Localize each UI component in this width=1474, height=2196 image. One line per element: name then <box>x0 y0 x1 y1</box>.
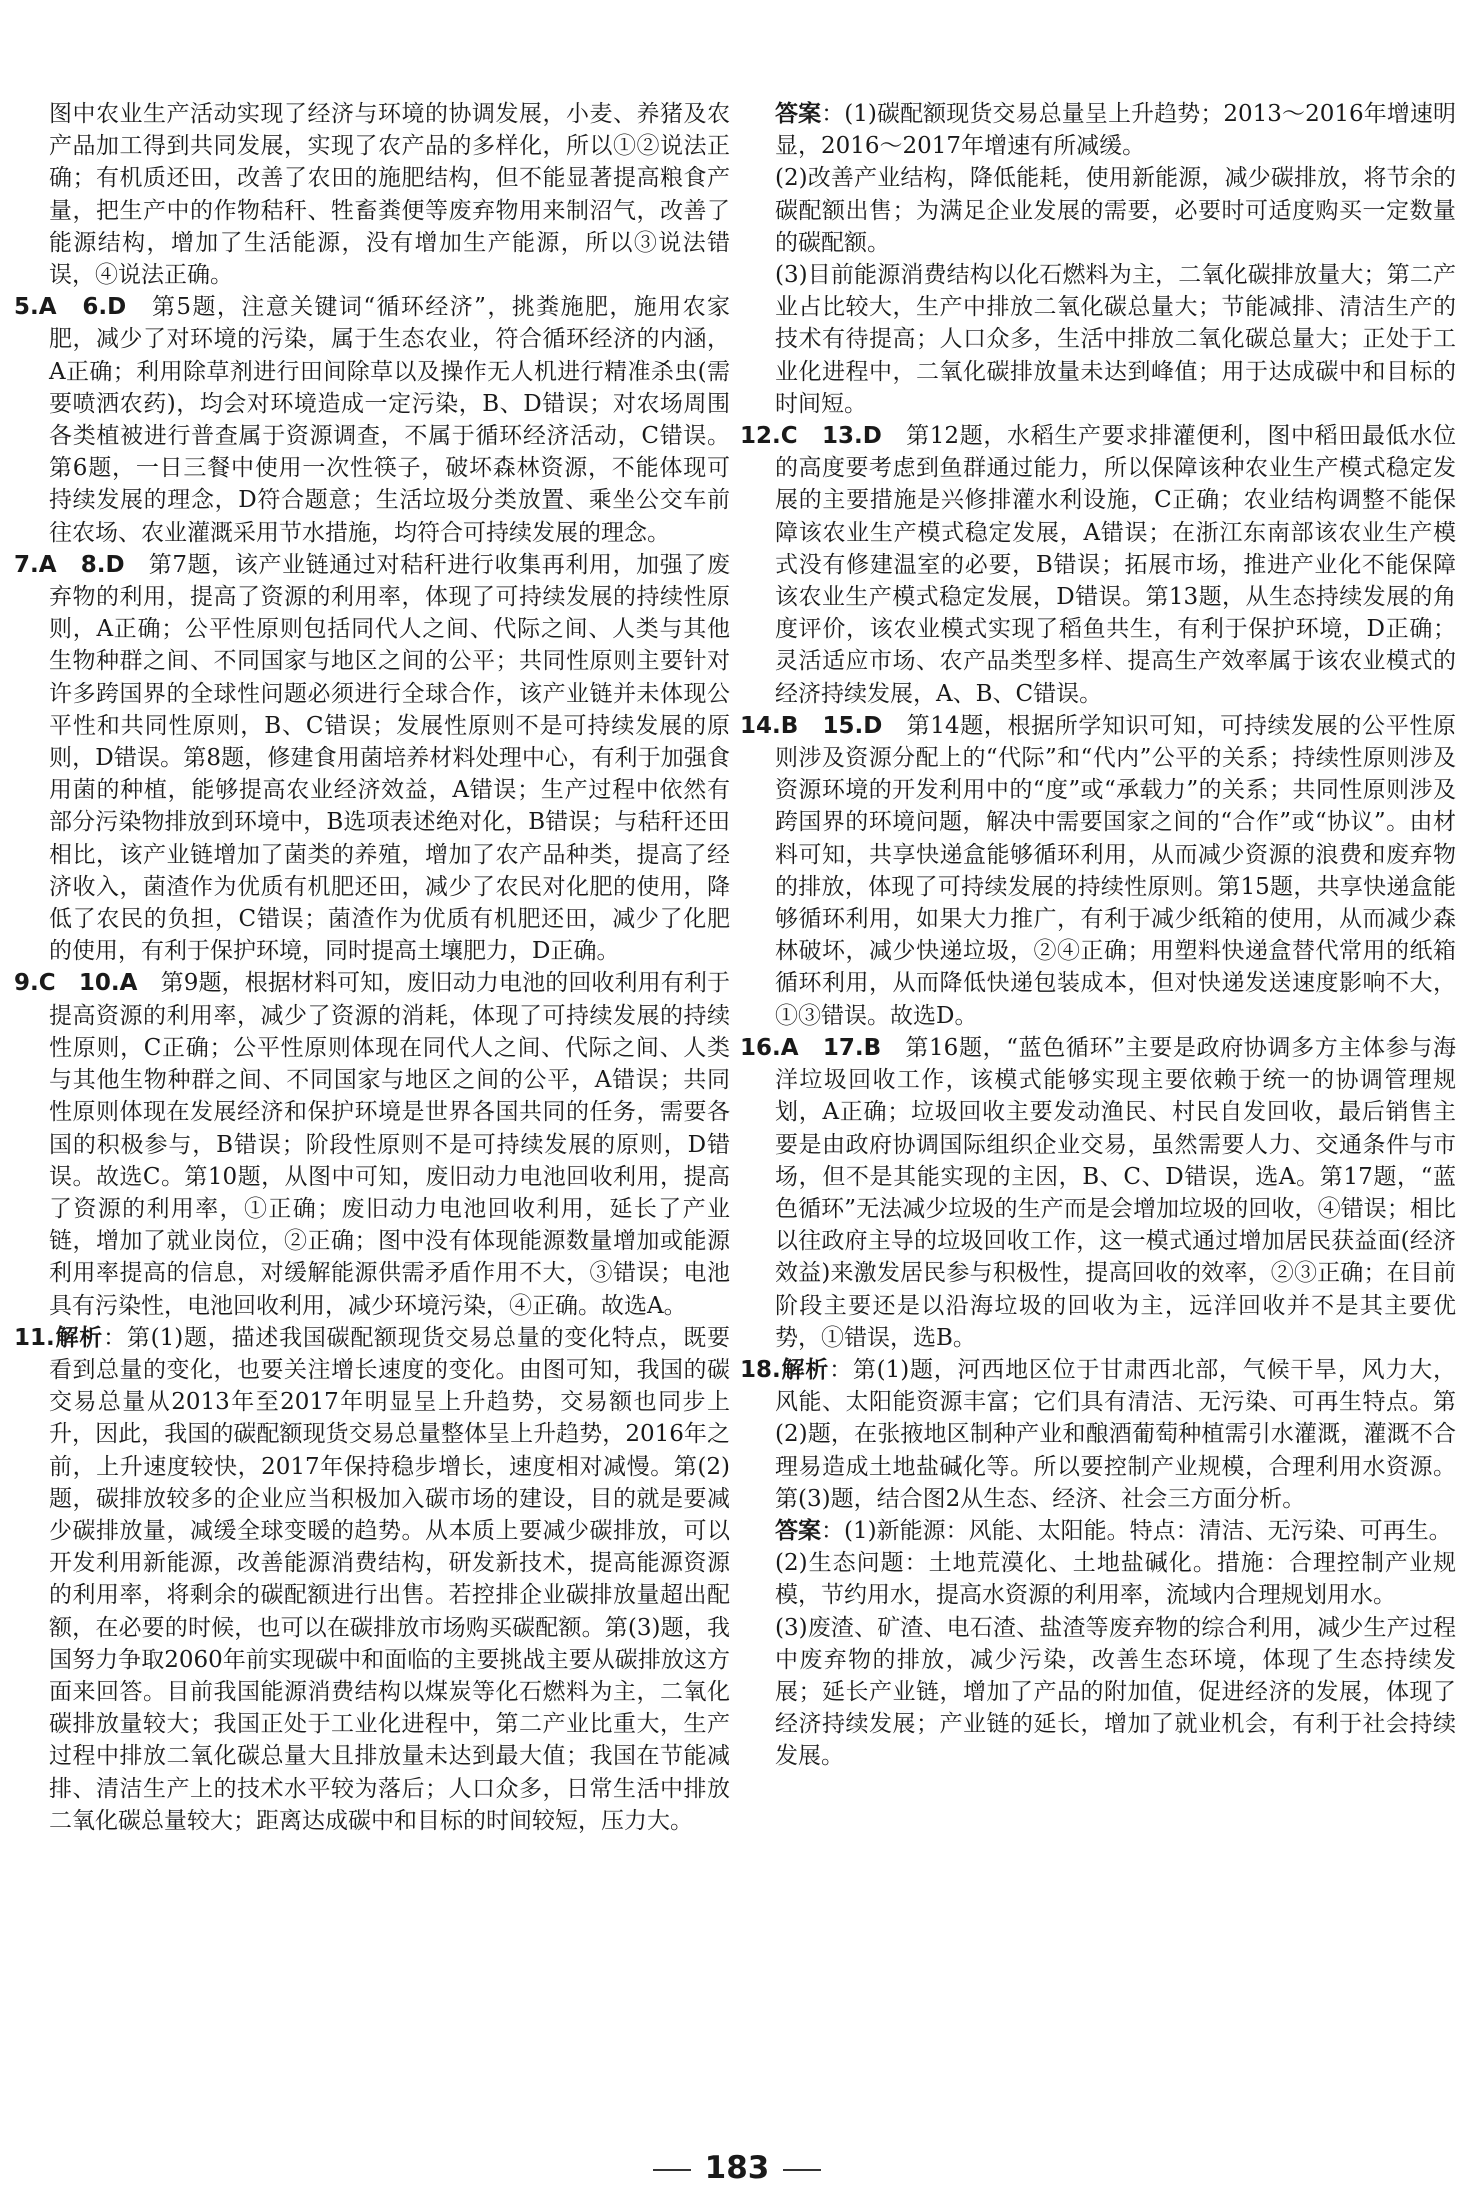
answer-text: ：(1)新能源：风能、太阳能。特点：清洁、无污染、可再生。 <box>821 1517 1452 1544</box>
answer-explanation: ：第(1)题，河西地区位于甘肃西北部，气候干旱，风力大，风能、太阳能资源丰富；它们具有清洁、无污染、可再生特点。第(2)题，在张掖地区制种产业和酿酒葡萄种植需引水灌溉，灌溉不合理易造成土地盐碱化等。所以要控制产业规模，合理利用水资源。第(3)题，结合图2从生态、经济、社会三方面分析。 <box>775 1356 1456 1512</box>
answer-label: 答案 <box>775 101 822 127</box>
answer-11-part-1 <box>740 98 1456 162</box>
answer-explanation: 第7题，该产业链通过对秸秆进行收集再利用，加强了废弃物的利用，提高了资源的利用率，体现了可持续发展的持续性原则，A正确；公平性原则包括同代人之间、代际之间、人类与其他生物种群之间、不同国家与地区之间的公平；共同性原则主要针对许多跨国界的全球性问题必须进行全球合作，该产业链并未体现公平性和共同性原则，B、C错误；发展性原则不是可持续发展的原则，D错误。第8题，修建食用菌培养材料处理中心，有利于加强食用菌的种植，能够提高农业经济效益，A错误；生产过程中依然有部分污染物排放到环境中，B选项表述绝对化，B错误；与秸秆还田相比，该产业链增加了菌类的养殖，增加了农产品种类，提高了经济收入，菌渣作为优质有机肥还田，减少了农民对化肥的使用，降低了农民的负担，C错误；菌渣作为优质有机肥还田，减少了化肥的使用，有利于保护环境，同时提高土壤肥力，D正确。 <box>49 551 730 965</box>
answer-key: 12.C 13.D <box>740 423 882 450</box>
answer-item-18-analysis <box>740 1354 1456 1515</box>
answer-item-9-10 <box>14 967 730 1321</box>
footer-dash-left <box>653 2169 691 2171</box>
answer-18-part-3: (3)废渣、矿渣、电石渣、盐渣等废弃物的综合利用，减少生产过程中废弃物的排放，减少污染，改善生态环境，体现了生态持续发展；延长产业链，增加了产品的附加值，促进经济的发展，体现了经济持续发展；产业链的延长，增加了就业机会，有利于社会持续发展。 <box>775 1614 1456 1770</box>
answer-label: 答案 <box>775 1517 821 1544</box>
answer-explanation: 第9题，根据材料可知，废旧动力电池的回收利用有利于提高资源的利用率，减少了资源的消耗，体现了可持续发展的持续性原则，C正确；公平性原则体现在同代人之间、代际之间、人类与其他生物种群之间、不同国家与地区之间的公平，A错误；共同性原则体现在发展经济和保护环境是世界各国共同的任务，需要各国的积极参与，B错误；阶段性原则不是可持续发展的原则，D错误。故选C。第10题，从图中可知，废旧动力电池回收利用，提高了资源的利用率，①正确；废旧动力电池回收利用，延长了产业链，增加了就业岗位，②正确；图中没有体现能源数量增加或能源利用率提高的信息，对缓解能源供需矛盾作用不大，③错误；电池具有污染性，电池回收利用，减少环境污染，④正确。故选A。 <box>49 970 730 1319</box>
answer-11-part-3: (3)目前能源消费结构以化石燃料为主，二氧化碳排放量大；第二产业占比较大，生产中排放二氧化碳总量大；节能减排、清洁生产的技术有待提高；人口众多，生活中排放二氧化碳总量大；正处于工业化进程中，二氧化碳排放量未达到峰值；用于达成碳中和目标的时间短。 <box>775 262 1456 417</box>
answer-key: 14.B 15.D <box>740 712 883 739</box>
answer-explanation: 第14题，根据所学知识可知，可持续发展的公平性原则涉及资源分配上的“代际”和“代内”公平的关系；持续性原则涉及资源环境的开发利用中的“度”或“承载力”的关系；共同性原则涉及跨国界的环境问题，解决中需要国家之间的“合作”或“协议”。由材料可知，共享快递盒能够循环利用，从而减少资源的浪费和废弃物的排放，体现了可持续发展的持续性原则。第15题，共享快递盒能够循环利用，如果大力推广，有利于减少纸箱的使用，从而减少森林破坏，减少快递垃圾，②④正确；用塑料快递盒替代常用的纸箱循环利用，从而降低快递包装成本，但对快递发送速度影响不大，①③错误。故选D。 <box>775 712 1456 1029</box>
answer-explanation: 第12题，水稻生产要求排灌便利，图中稻田最低水位的高度要考虑到鱼群通过能力，所以保障该种农业生产模式稳定发展的主要措施是兴修排灌水利设施，C正确；农业结构调整不能保障该农业生产模式稳定发展，A错误；在浙江东南部该农业生产模式没有修建温室的必要，B错误；拓展市场，推进产业化不能保障该农业生产模式稳定发展，D错误。第13题，从生态持续发展的角度评价，该农业模式实现了稻鱼共生，有利于保护环境，D正确；灵活适应市场、农产品类型多样、提高生产效率属于该农业模式的经济持续发展，A、B、C错误。 <box>775 423 1456 707</box>
answer-11-part-2: (2)改善产业结构，降低能耗，使用新能源，减少碳排放，将节余的碳配额出售；为满足企业发展的需要，必要时可适度购买一定数量的碳配额。 <box>775 165 1456 256</box>
answer-item-11-analysis <box>14 1322 730 1837</box>
answer-18-part-2: (2)生态问题：土地荒漠化、土地盐碱化。措施：合理控制产业规模，节约用水，提高水资源的利用率，流域内合理规划用水。 <box>775 1550 1456 1609</box>
answer-key: 18.解析 <box>740 1356 830 1383</box>
answer-key: 16.A 17.B <box>740 1034 882 1061</box>
answer-key: 5.A 6.D <box>14 294 127 321</box>
intro-paragraph: 图中农业生产活动实现了经济与环境的协调发展，小麦、养猪及农产品加工得到共同发展，实现了农产品的多样化，所以①②说法正确；有机质还田，改善了农田的施肥结构，但不能显著提高粮食产量，把生产中的作物秸秆、牲畜粪便等废弃物用来制沼气，改善了能源结构，增加了生活能源，没有增加生产能源，所以③说法错误，④说法正确。 <box>49 101 730 289</box>
answer-item-16-17 <box>740 1032 1456 1354</box>
answer-text: ：(1)碳配额现货交易总量呈上升趋势；2013～2016年增速明显，2016～2017年增速有所减缓。 <box>775 101 1456 160</box>
page-footer <box>0 2150 1474 2186</box>
answer-item-14-15 <box>740 710 1456 1032</box>
page-number: 183 <box>704 2150 770 2186</box>
footer-dash-right <box>783 2169 821 2171</box>
answer-explanation: ：第(1)题，描述我国碳配额现货交易总量的变化特点，既要看到总量的变化，也要关注增长速度的变化。由图可知，我国的碳交易总量从2013年至2017年明显呈上升趋势，交易额也同步上升，因此，我国的碳配额现货交易总量整体呈上升趋势，2016年之前，上升速度较快，2017年保持稳步增长，速度相对减慢。第(2)题，碳排放较多的企业应当积极加入碳市场的建设，目的就是要减少碳排放量，减缓全球变暖的趋势。从本质上要减少碳排放，可以开发利用新能源，改善能源消费结构，研发新技术，提高能源资源的利用率，将剩余的碳配额进行出售。若控排企业碳排放量超出配额，在必要的时候，也可以在碳排放市场购买碳配额。第(3)题，我国努力争取2060年前实现碳中和面临的主要挑战主要从碳排放这方面来回答。目前我国能源消费结构以煤炭等化石燃料为主，二氧化碳排放量较大；我国正处于工业化进程中，第二产业比重大，生产过程中排放二氧化碳总量大且排放量未达到最大值；我国在节能减排、清洁生产上的技术水平较为落后；人口众多，日常生活中排放二氧化碳总量较大；距离达成碳中和目标的时间较短，压力大。 <box>49 1324 730 1834</box>
answer-item-5-6 <box>14 291 730 549</box>
answer-explanation: 第16题，“蓝色循环”主要是政府协调多方主体参与海洋垃圾回收工作，该模式能够实现主要依赖于统一的协调管理规划，A正确；垃圾回收主要发动渔民、村民自发回收，最后销售主要是由政府协调国际组织企业交易，虽然需要人力、交通条件与市场，但不是其能实现的主因，B、C、D错误，选A。第17题，“蓝色循环”无法减少垃圾的生产而是会增加垃圾的回收，④错误；相比以往政府主导的垃圾回收工作，这一模式通过增加居民获益面(经济效益)来激发居民参与积极性，提高回收的效率，②③正确；在目前阶段主要还是以沿海垃圾的回收为主，远洋回收并不是其主要优势，①错误，选B。 <box>775 1034 1456 1351</box>
right-column <box>740 98 1456 1773</box>
answer-key: 7.A 8.D <box>14 551 125 578</box>
answer-18-part-1 <box>740 1515 1456 1547</box>
answer-explanation: 第5题，注意关键词“循环经济”，挑粪施肥，施用农家肥，减少了对环境的污染，属于生态农业，符合循环经济的内涵，A正确；利用除草剂进行田间除草以及操作无人机进行精准杀虫(需要喷洒农药)，均会对环境造成一定污染，B、D错误；对农场周围各类植被进行普查属于资源调查，不属于循环经济活动，C错误。第6题，一日三餐中使用一次性筷子，破坏森林资源，不能体现可持续发展的理念，D符合题意；生活垃圾分类放置、乘坐公交车前往农场、农业灌溉采用节水措施，均符合可持续发展的理念。 <box>49 294 731 546</box>
answer-item-7-8 <box>14 549 730 968</box>
answer-key: 11.解析 <box>14 1324 104 1351</box>
left-column <box>14 98 730 1837</box>
answer-item-12-13 <box>740 420 1456 710</box>
answer-key: 9.C 10.A <box>14 970 138 997</box>
